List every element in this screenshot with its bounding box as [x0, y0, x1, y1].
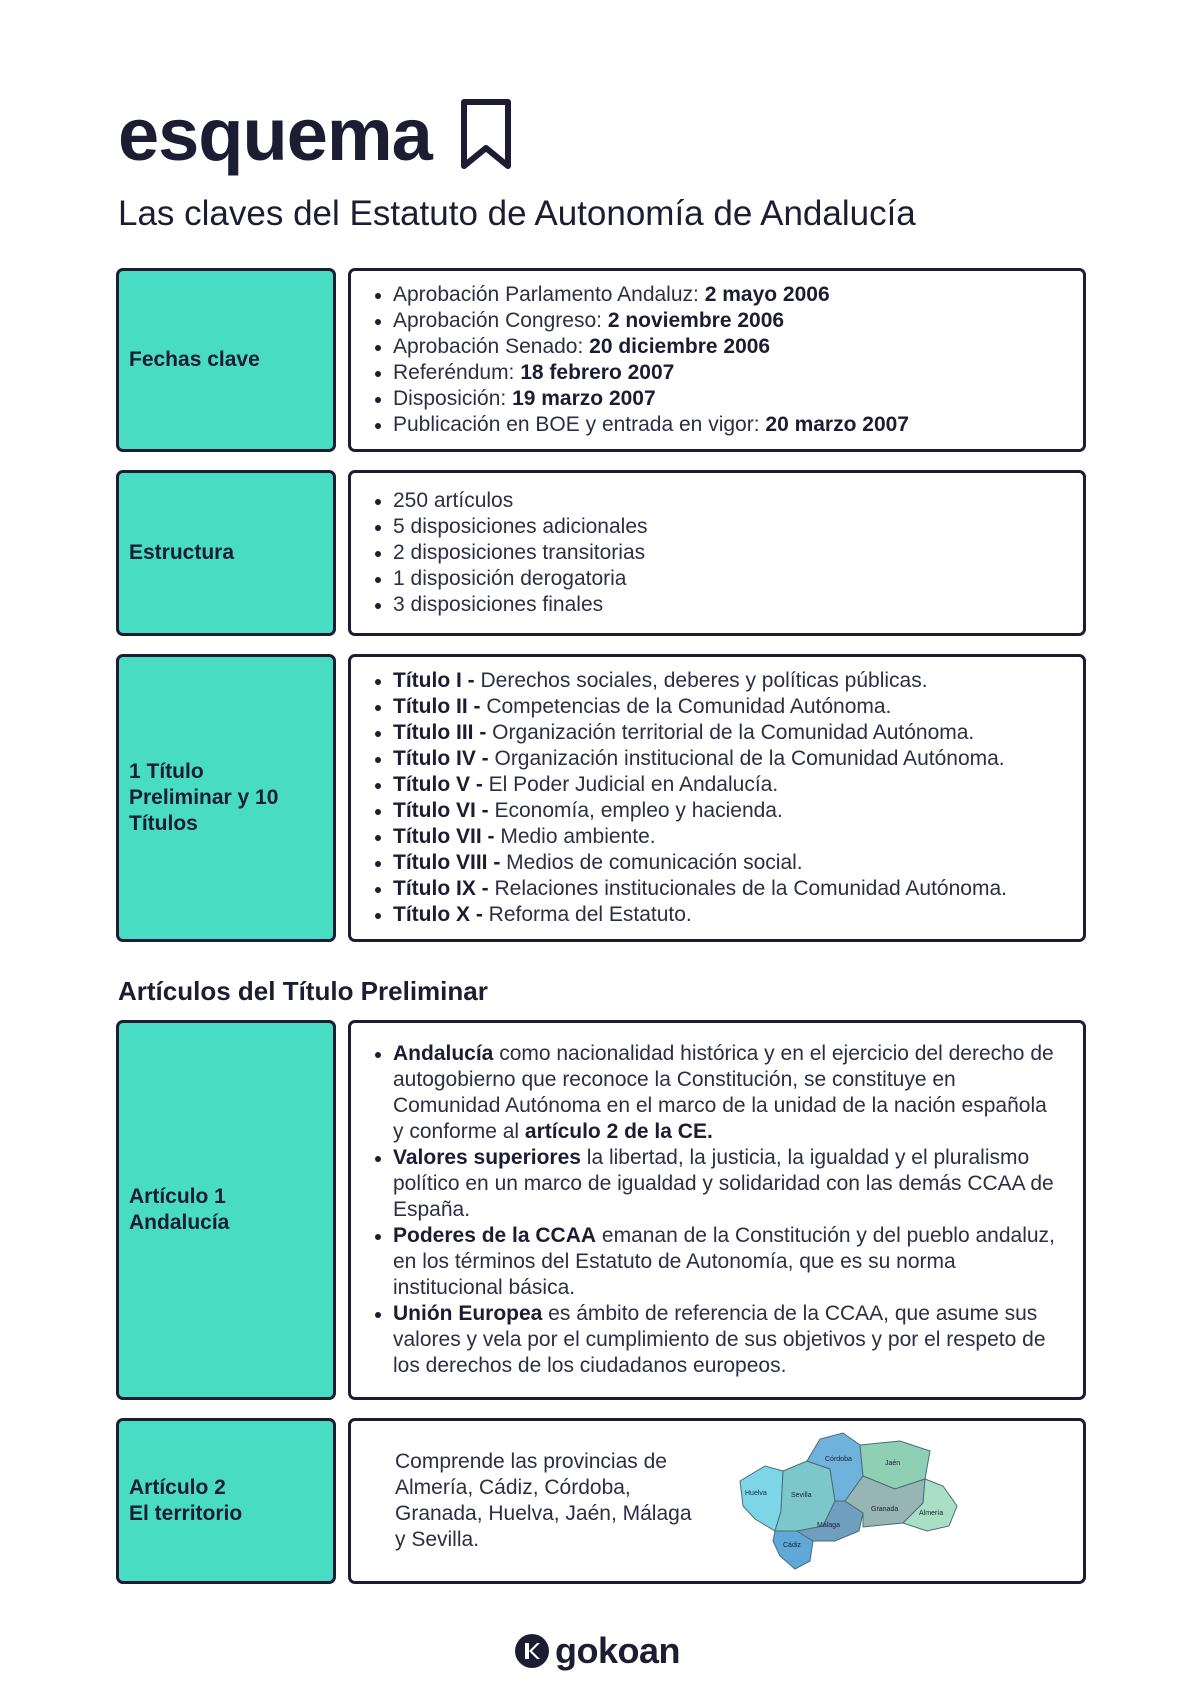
row-fechas-clave [116, 268, 1086, 452]
row-estructura [116, 470, 1086, 636]
list-item: Referéndum: 18 febrero 2007 [393, 360, 909, 386]
list-item: Título VIII - Medios de comunicación social. [393, 850, 1007, 876]
territory-text: Comprende las provincias de Almería, Cádiz, Córdoba, Granada, Huelva, Jaén, Málaga y Sevilla. [395, 1450, 692, 1551]
label-titulos [116, 654, 336, 942]
label-text: Fechas clave [129, 348, 260, 371]
andalucia-map [735, 1431, 965, 1571]
bookmark-icon [458, 98, 514, 172]
section-title: Artículos del Título Preliminar [118, 976, 488, 1006]
province-huelva [740, 1466, 783, 1531]
list-item: 2 disposiciones transitorias [393, 540, 648, 566]
list-item: Título III - Organización territorial de la Comunidad Autónoma. [393, 720, 1007, 746]
content-articulo-1 [348, 1020, 1086, 1400]
list-item: Andalucía como nacionalidad histórica y en el ejercicio del derecho de autogobierno que reconoce la Constitución, se constituye en Comunidad Autónoma en el marco de la unidad de la nación española y conforme al artículo 2 de la CE. [393, 1041, 1061, 1145]
list-item: Aprobación Parlamento Andaluz: 2 mayo 2006 [393, 282, 909, 308]
row-titulos [116, 654, 1086, 942]
brand-title: esquema [118, 93, 432, 176]
list-item: Aprobación Congreso: 2 noviembre 2006 [393, 308, 909, 334]
header [118, 93, 916, 234]
titulos-list [371, 668, 1007, 928]
row-articulo-2 [116, 1418, 1086, 1584]
list-item: Aprobación Senado: 20 diciembre 2006 [393, 334, 909, 360]
content-estructura [348, 470, 1086, 636]
map-label-granada: Granada [871, 1506, 899, 1513]
page-subtitle: Las claves del Estatuto de Autonomía de Andalucía [118, 194, 916, 233]
map-label-jaen: Jaén [885, 1460, 901, 1467]
list-item: 5 disposiciones adicionales [393, 515, 648, 538]
list-item: Título II - Competencias de la Comunidad Autónoma. [393, 694, 1007, 720]
list-item: 250 artículos [393, 488, 648, 514]
list-item: Título X - Reforma del Estatuto. [393, 902, 1007, 928]
label-articulo-2 [116, 1418, 336, 1584]
map-label-huelva: Huelva [745, 1490, 767, 1497]
list-item: 3 disposiciones finales [393, 592, 648, 618]
gokoan-logo-icon [515, 1634, 549, 1668]
content-articulo-2 [348, 1418, 1086, 1584]
list-item: 1 disposición derogatoria [393, 566, 648, 592]
estructura-list [371, 488, 648, 618]
articulo1-list [371, 1041, 1061, 1379]
map-label-cadiz: Cádiz [783, 1542, 801, 1549]
list-item: Unión Europea es ámbito de referencia de la CCAA, que asume sus valores y vela por el cumplimiento de sus objetivos y por el respeto de los derechos de los ciudadanos europeos. [393, 1301, 1061, 1379]
label-estructura [116, 470, 336, 636]
list-item: Título IV - Organización institucional de la Comunidad Autónoma. [393, 746, 1007, 772]
list-item: Título I - Derechos sociales, deberes y políticas públicas. [393, 668, 1007, 694]
brand-row [118, 93, 916, 176]
list-item: Título IX - Relaciones institucionales de la Comunidad Autónoma. [393, 877, 1007, 900]
list-item: Poderes de la CCAA emanan de la Constitución y del pueblo andaluz, en los términos del Estatuto de Autonomía, que es su norma institucional básica. [393, 1223, 1061, 1301]
list-item: Título VII - Medio ambiente. [393, 824, 1007, 850]
row-articulo-1 [116, 1020, 1086, 1400]
footer [515, 1630, 680, 1672]
label-text: Artículo 1 Andalucía [129, 1185, 230, 1234]
list-item: Publicación en BOE y entrada en vigor: 20 marzo 2007 [393, 413, 909, 436]
content-titulos [348, 654, 1086, 942]
list-item: Título VI - Economía, empleo y hacienda. [393, 798, 1007, 824]
label-fechas-clave [116, 268, 336, 452]
label-articulo-1 [116, 1020, 336, 1400]
list-item: Valores superiores la libertad, la justicia, la igualdad y el pluralismo político en un marco de igualdad y solidaridad con las demás CCAA de España. [393, 1145, 1061, 1223]
label-text: 1 Título Preliminar y 10 Títulos [129, 760, 279, 835]
map-label-cordoba: Córdoba [825, 1456, 852, 1463]
map-label-malaga: Málaga [817, 1522, 840, 1529]
footer-brand: gokoan [555, 1630, 681, 1671]
fechas-list [371, 282, 909, 438]
list-item: Título V - El Poder Judicial en Andalucía. [393, 772, 1007, 798]
label-text: Artículo 2 El territorio [129, 1476, 243, 1525]
map-label-sevilla: Sevilla [791, 1492, 812, 1499]
list-item: Disposición: 19 marzo 2007 [393, 386, 909, 412]
content-fechas-clave [348, 268, 1086, 452]
map-label-almeria: Almería [919, 1510, 944, 1517]
label-text: Estructura [129, 541, 235, 564]
